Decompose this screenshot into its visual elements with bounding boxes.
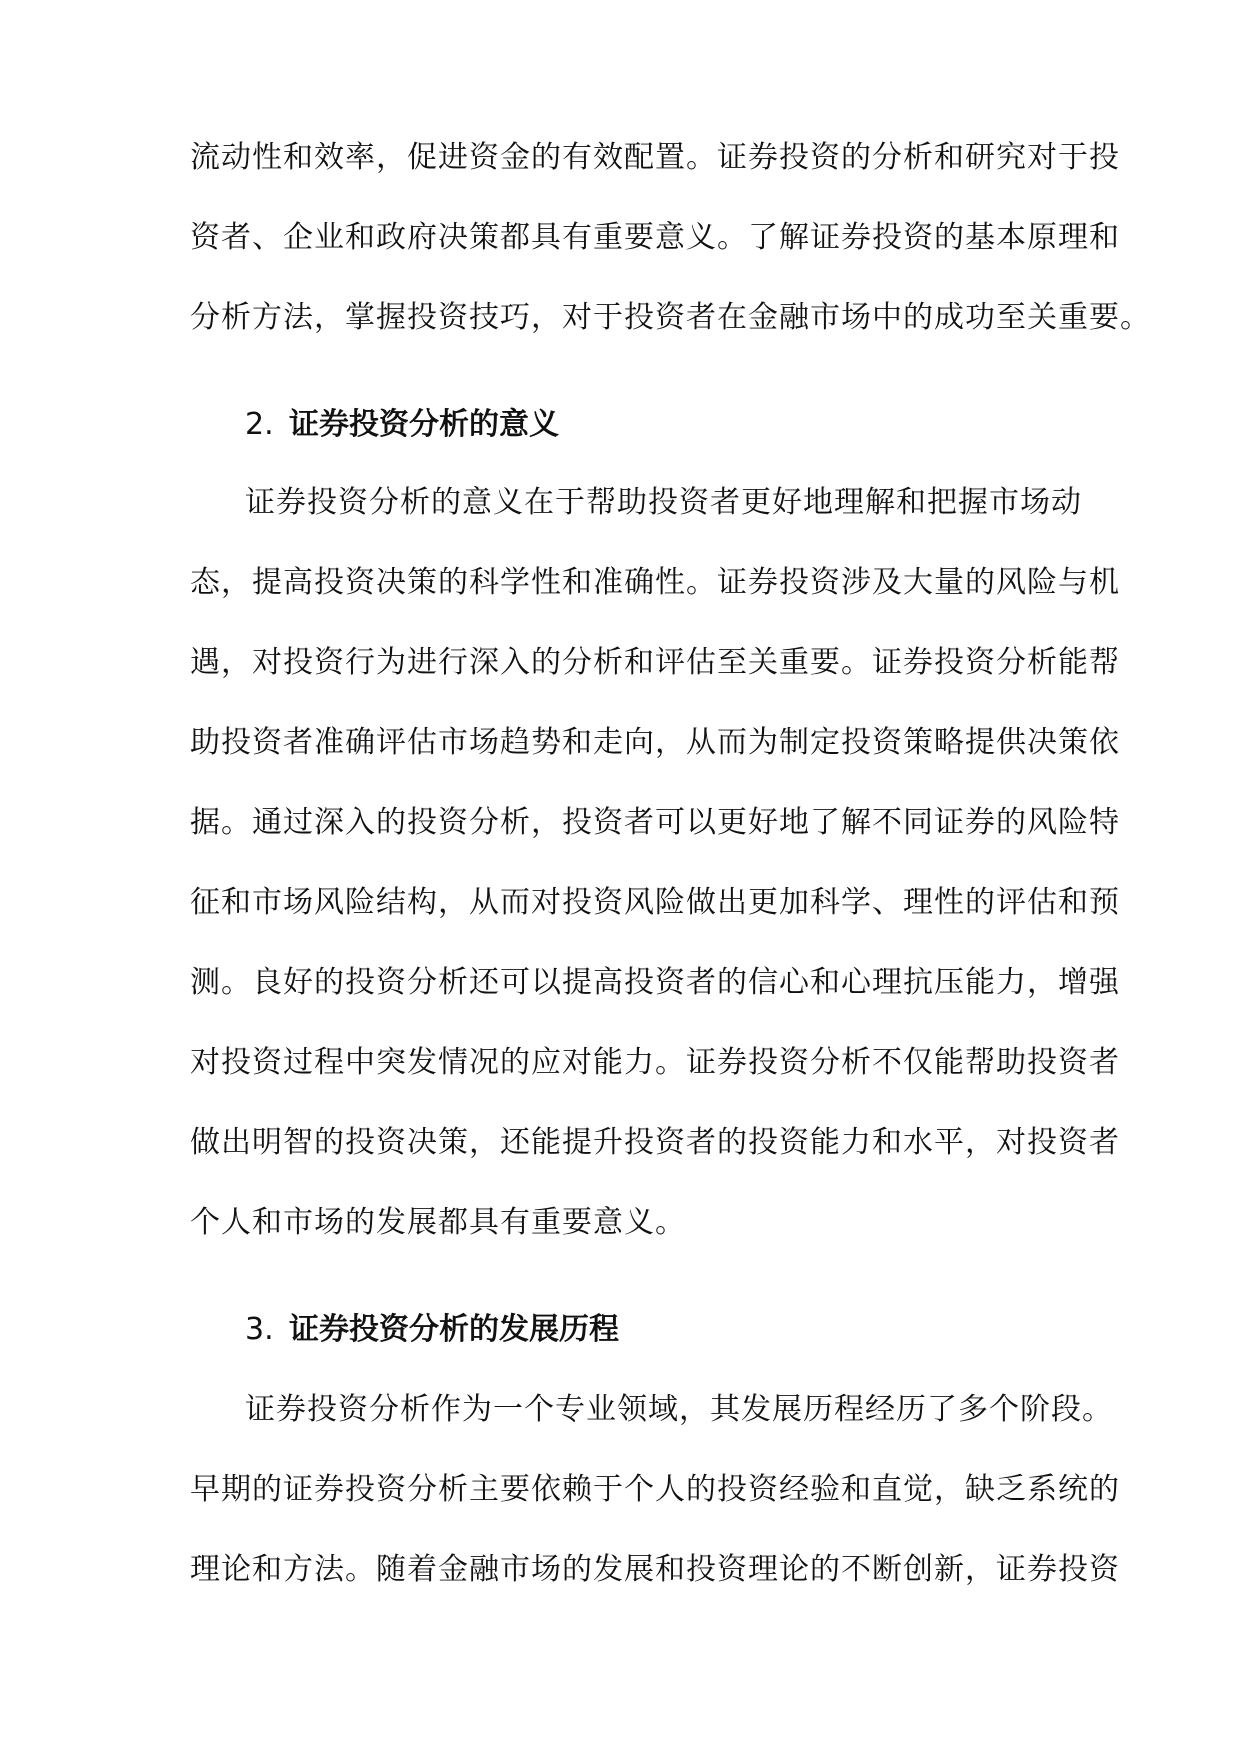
section-2-line-7: 测。良好的投资分析还可以提高投资者的信心和心理抗压能力，增强 — [190, 965, 1120, 1000]
intro-line-1: 流动性和效率，促进资金的有效配置。证券投资的分析和研究对于投 — [190, 140, 1120, 175]
section-3-number: 3. — [245, 1312, 274, 1347]
section-2-line-3: 遇，对投资行为进行深入的分析和评估至关重要。证券投资分析能帮 — [190, 645, 1120, 680]
section-3-title: 证券投资分析的发展历程 — [289, 1312, 619, 1347]
section-2-line-10: 个人和市场的发展都具有重要意义。 — [190, 1205, 686, 1240]
section-2-line-4: 助投资者准确评估市场趋势和走向，从而为制定投资策略提供决策依 — [190, 725, 1120, 760]
section-2-line-2: 态，提高投资决策的科学性和准确性。证券投资涉及大量的风险与机 — [190, 565, 1120, 600]
section-3-line-1: 证券投资分析作为一个专业领域，其发展历程经历了多个阶段。 — [245, 1392, 1113, 1427]
section-2-line-9: 做出明智的投资决策，还能提升投资者的投资能力和水平，对投资者 — [190, 1125, 1120, 1160]
section-2-line-8: 对投资过程中突发情况的应对能力。证券投资分析不仅能帮助投资者 — [190, 1045, 1120, 1080]
section-3-line-2: 早期的证券投资分析主要依赖于个人的投资经验和直觉，缺乏系统的 — [190, 1472, 1120, 1507]
section-3-line-3: 理论和方法。随着金融市场的发展和投资理论的不断创新，证券投资 — [190, 1552, 1120, 1587]
section-2-heading — [245, 405, 559, 445]
intro-line-3: 分析方法，掌握投资技巧，对于投资者在金融市场中的成功至关重要。 — [190, 300, 1151, 335]
section-2-line-5: 据。通过深入的投资分析，投资者可以更好地了解不同证券的风险特 — [190, 805, 1120, 840]
section-2-title: 证券投资分析的意义 — [289, 407, 559, 442]
section-2-number: 2. — [245, 407, 274, 442]
section-2-line-1: 证券投资分析的意义在于帮助投资者更好地理解和把握市场动 — [245, 485, 1082, 520]
section-3-heading — [245, 1310, 619, 1350]
section-2-line-6: 征和市场风险结构，从而对投资风险做出更加科学、理性的评估和预 — [190, 885, 1120, 920]
intro-line-2: 资者、企业和政府决策都具有重要意义。了解证券投资的基本原理和 — [190, 220, 1120, 255]
